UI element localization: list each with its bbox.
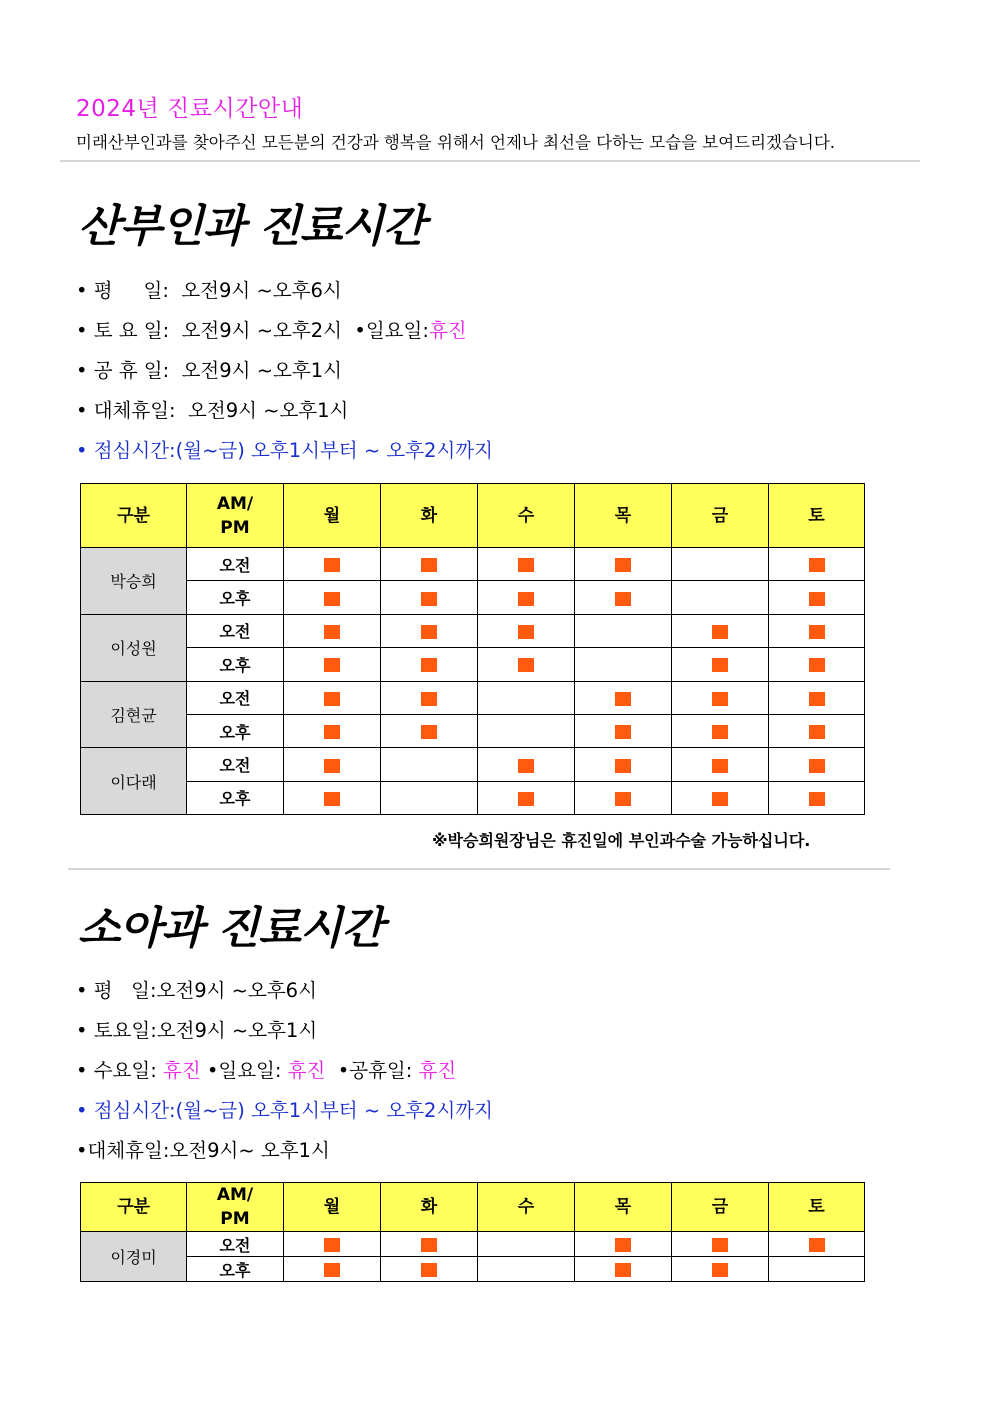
available-mark-icon xyxy=(615,1263,631,1277)
schedule-cell xyxy=(381,581,478,614)
schedule-cell xyxy=(769,548,865,581)
schedule-cell xyxy=(769,648,865,681)
available-mark-icon xyxy=(809,692,825,706)
schedule-cell xyxy=(284,714,381,747)
schedule-cell xyxy=(381,748,478,781)
obgyn-hours-holiday: • 공 휴 일: 오전9시 ~오후1시 xyxy=(76,359,342,382)
table-row xyxy=(81,581,865,614)
schedule-cell xyxy=(381,548,478,581)
available-mark-icon xyxy=(615,792,631,806)
table-row xyxy=(81,714,865,747)
available-mark-icon xyxy=(421,1263,437,1277)
schedule-cell xyxy=(575,1232,672,1257)
available-mark-icon xyxy=(712,1238,728,1252)
available-mark-icon xyxy=(615,725,631,739)
schedule-cell xyxy=(672,781,769,814)
available-mark-icon xyxy=(615,592,631,606)
table-row xyxy=(81,781,865,814)
schedule-cell xyxy=(575,748,672,781)
column-header: 토 xyxy=(769,484,865,548)
schedule-cell xyxy=(381,614,478,647)
available-mark-icon xyxy=(518,792,534,806)
pediatrics-schedule-table xyxy=(80,1182,865,1282)
available-mark-icon xyxy=(615,1238,631,1252)
column-header: 목 xyxy=(575,484,672,548)
available-mark-icon xyxy=(809,725,825,739)
period-label: 오후 xyxy=(187,781,284,814)
closed-label: 휴진 xyxy=(162,1059,201,1082)
closed-label: 휴진 xyxy=(287,1059,326,1082)
schedule-cell xyxy=(478,748,575,781)
schedule-cell xyxy=(381,681,478,714)
available-mark-icon xyxy=(324,692,340,706)
schedule-cell xyxy=(478,614,575,647)
available-mark-icon xyxy=(421,1238,437,1252)
available-mark-icon xyxy=(421,725,437,739)
schedule-cell xyxy=(575,714,672,747)
column-header: AM/ PM xyxy=(187,1183,284,1232)
schedule-cell xyxy=(672,1232,769,1257)
schedule-cell xyxy=(575,1257,672,1282)
schedule-cell xyxy=(284,748,381,781)
closed-label: 휴진 xyxy=(418,1059,457,1082)
schedule-cell xyxy=(575,681,672,714)
available-mark-icon xyxy=(615,759,631,773)
available-mark-icon xyxy=(809,625,825,639)
schedule-cell xyxy=(478,648,575,681)
schedule-cell xyxy=(769,1232,865,1257)
peds-hours-weekday: • 평 일:오전9시 ~오후6시 xyxy=(76,979,317,1002)
schedule-cell xyxy=(575,614,672,647)
column-header: 월 xyxy=(284,484,381,548)
available-mark-icon xyxy=(712,759,728,773)
period-label: 오전 xyxy=(187,748,284,781)
schedule-cell xyxy=(381,1232,478,1257)
schedule-cell xyxy=(478,581,575,614)
schedule-cell xyxy=(769,714,865,747)
available-mark-icon xyxy=(809,759,825,773)
schedule-cell xyxy=(769,681,865,714)
peds-hours-saturday: • 토요일:오전9시 ~오후1시 xyxy=(76,1019,318,1042)
available-mark-icon xyxy=(712,692,728,706)
available-mark-icon xyxy=(712,1263,728,1277)
available-mark-icon xyxy=(421,592,437,606)
schedule-cell xyxy=(769,614,865,647)
available-mark-icon xyxy=(324,759,340,773)
available-mark-icon xyxy=(324,1238,340,1252)
column-header: 목 xyxy=(575,1183,672,1232)
available-mark-icon xyxy=(809,592,825,606)
schedule-cell xyxy=(478,681,575,714)
available-mark-icon xyxy=(809,792,825,806)
schedule-cell xyxy=(769,781,865,814)
schedule-cell xyxy=(672,748,769,781)
obgyn-hours-substitute-holiday: • 대체휴일: 오전9시 ~오후1시 xyxy=(76,399,349,422)
available-mark-icon xyxy=(324,592,340,606)
available-mark-icon xyxy=(421,558,437,572)
table-row xyxy=(81,681,865,714)
schedule-cell xyxy=(769,1257,865,1282)
obgyn-section-title: 산부인과 진료시간 xyxy=(78,201,425,252)
available-mark-icon xyxy=(809,1238,825,1252)
schedule-cell xyxy=(284,548,381,581)
obgyn-hours-saturday: • 토 요 일: 오전9시 ~오후2시 •일요일:휴진 xyxy=(76,319,467,342)
schedule-cell xyxy=(284,781,381,814)
column-header: 수 xyxy=(478,1183,575,1232)
available-mark-icon xyxy=(324,725,340,739)
section-divider xyxy=(68,868,890,870)
column-header: 화 xyxy=(381,1183,478,1232)
table-header-row xyxy=(81,1183,865,1232)
period-label: 오후 xyxy=(187,581,284,614)
period-label: 오후 xyxy=(187,714,284,747)
schedule-cell xyxy=(575,548,672,581)
header-divider xyxy=(60,160,920,162)
schedule-cell xyxy=(284,1232,381,1257)
available-mark-icon xyxy=(615,692,631,706)
schedule-cell xyxy=(478,548,575,581)
doctor-name: 김현균 xyxy=(81,681,187,748)
available-mark-icon xyxy=(712,658,728,672)
page-subtitle: 미래산부인과를 찾아주신 모든분의 건강과 행복을 위해서 언제나 최선을 다하는 모습을 보여드리겠습니다. xyxy=(76,133,836,152)
schedule-cell xyxy=(381,781,478,814)
schedule-cell xyxy=(769,748,865,781)
doctor-name: 이성원 xyxy=(81,614,187,681)
schedule-cell xyxy=(284,648,381,681)
schedule-cell xyxy=(575,581,672,614)
peds-hours-substitute-holiday: •대체휴일:오전9시~ 오후1시 xyxy=(76,1139,330,1162)
pediatrics-section-title: 소아과 진료시간 xyxy=(78,903,383,954)
schedule-cell xyxy=(478,1257,575,1282)
schedule-cell xyxy=(381,714,478,747)
schedule-cell xyxy=(672,648,769,681)
available-mark-icon xyxy=(324,658,340,672)
available-mark-icon xyxy=(518,558,534,572)
available-mark-icon xyxy=(809,558,825,572)
schedule-cell xyxy=(769,581,865,614)
page-title: 2024년 진료시간안내 xyxy=(76,96,304,122)
period-label: 오전 xyxy=(187,548,284,581)
available-mark-icon xyxy=(324,1263,340,1277)
schedule-cell xyxy=(672,1257,769,1282)
table-row xyxy=(81,614,865,647)
obgyn-schedule-table xyxy=(80,483,865,815)
column-header: 구분 xyxy=(81,1183,187,1232)
schedule-cell xyxy=(284,1257,381,1282)
table-row xyxy=(81,1232,865,1257)
table-row xyxy=(81,648,865,681)
column-header: 월 xyxy=(284,1183,381,1232)
schedule-cell xyxy=(672,548,769,581)
surgery-note: ※박승희원장님은 휴진일에 부인과수술 가능하십니다. xyxy=(432,831,811,850)
available-mark-icon xyxy=(518,592,534,606)
schedule-cell xyxy=(672,681,769,714)
doctor-name: 이경미 xyxy=(81,1232,187,1282)
available-mark-icon xyxy=(518,625,534,639)
schedule-cell xyxy=(672,581,769,614)
schedule-cell xyxy=(478,781,575,814)
column-header: 토 xyxy=(769,1183,865,1232)
closed-label: 휴진 xyxy=(428,319,467,342)
schedule-cell xyxy=(284,581,381,614)
available-mark-icon xyxy=(324,625,340,639)
available-mark-icon xyxy=(421,658,437,672)
available-mark-icon xyxy=(712,792,728,806)
available-mark-icon xyxy=(615,558,631,572)
schedule-cell xyxy=(381,1257,478,1282)
available-mark-icon xyxy=(518,658,534,672)
available-mark-icon xyxy=(421,692,437,706)
schedule-cell xyxy=(284,681,381,714)
schedule-cell xyxy=(575,648,672,681)
period-label: 오전 xyxy=(187,614,284,647)
schedule-cell xyxy=(478,714,575,747)
available-mark-icon xyxy=(809,658,825,672)
available-mark-icon xyxy=(712,725,728,739)
period-label: 오전 xyxy=(187,681,284,714)
schedule-cell xyxy=(284,614,381,647)
schedule-cell xyxy=(381,648,478,681)
column-header: 수 xyxy=(478,484,575,548)
schedule-cell xyxy=(478,1232,575,1257)
period-label: 오후 xyxy=(187,1257,284,1282)
available-mark-icon xyxy=(324,792,340,806)
doctor-name: 이다래 xyxy=(81,748,187,815)
column-header: AM/ PM xyxy=(187,484,284,548)
column-header: 금 xyxy=(672,484,769,548)
obgyn-hours-weekday: • 평 일: 오전9시 ~오후6시 xyxy=(76,279,342,302)
table-row xyxy=(81,548,865,581)
available-mark-icon xyxy=(518,759,534,773)
period-label: 오후 xyxy=(187,648,284,681)
doctor-name: 박승희 xyxy=(81,548,187,615)
table-header-row xyxy=(81,484,865,548)
column-header: 구분 xyxy=(81,484,187,548)
schedule-cell xyxy=(672,614,769,647)
table-row xyxy=(81,1257,865,1282)
schedule-cell xyxy=(672,714,769,747)
available-mark-icon xyxy=(421,625,437,639)
peds-closed-days: • 수요일: 휴진 •일요일: 휴진 •공휴일: 휴진 xyxy=(76,1059,457,1082)
obgyn-lunch-time: • 점심시간:(월~금) 오후1시부터 ~ 오후2시까지 xyxy=(76,439,493,462)
period-label: 오전 xyxy=(187,1232,284,1257)
column-header: 금 xyxy=(672,1183,769,1232)
table-row xyxy=(81,748,865,781)
peds-lunch-time: • 점심시간:(월~금) 오후1시부터 ~ 오후2시까지 xyxy=(76,1099,493,1122)
available-mark-icon xyxy=(324,558,340,572)
schedule-cell xyxy=(575,781,672,814)
available-mark-icon xyxy=(712,625,728,639)
column-header: 화 xyxy=(381,484,478,548)
